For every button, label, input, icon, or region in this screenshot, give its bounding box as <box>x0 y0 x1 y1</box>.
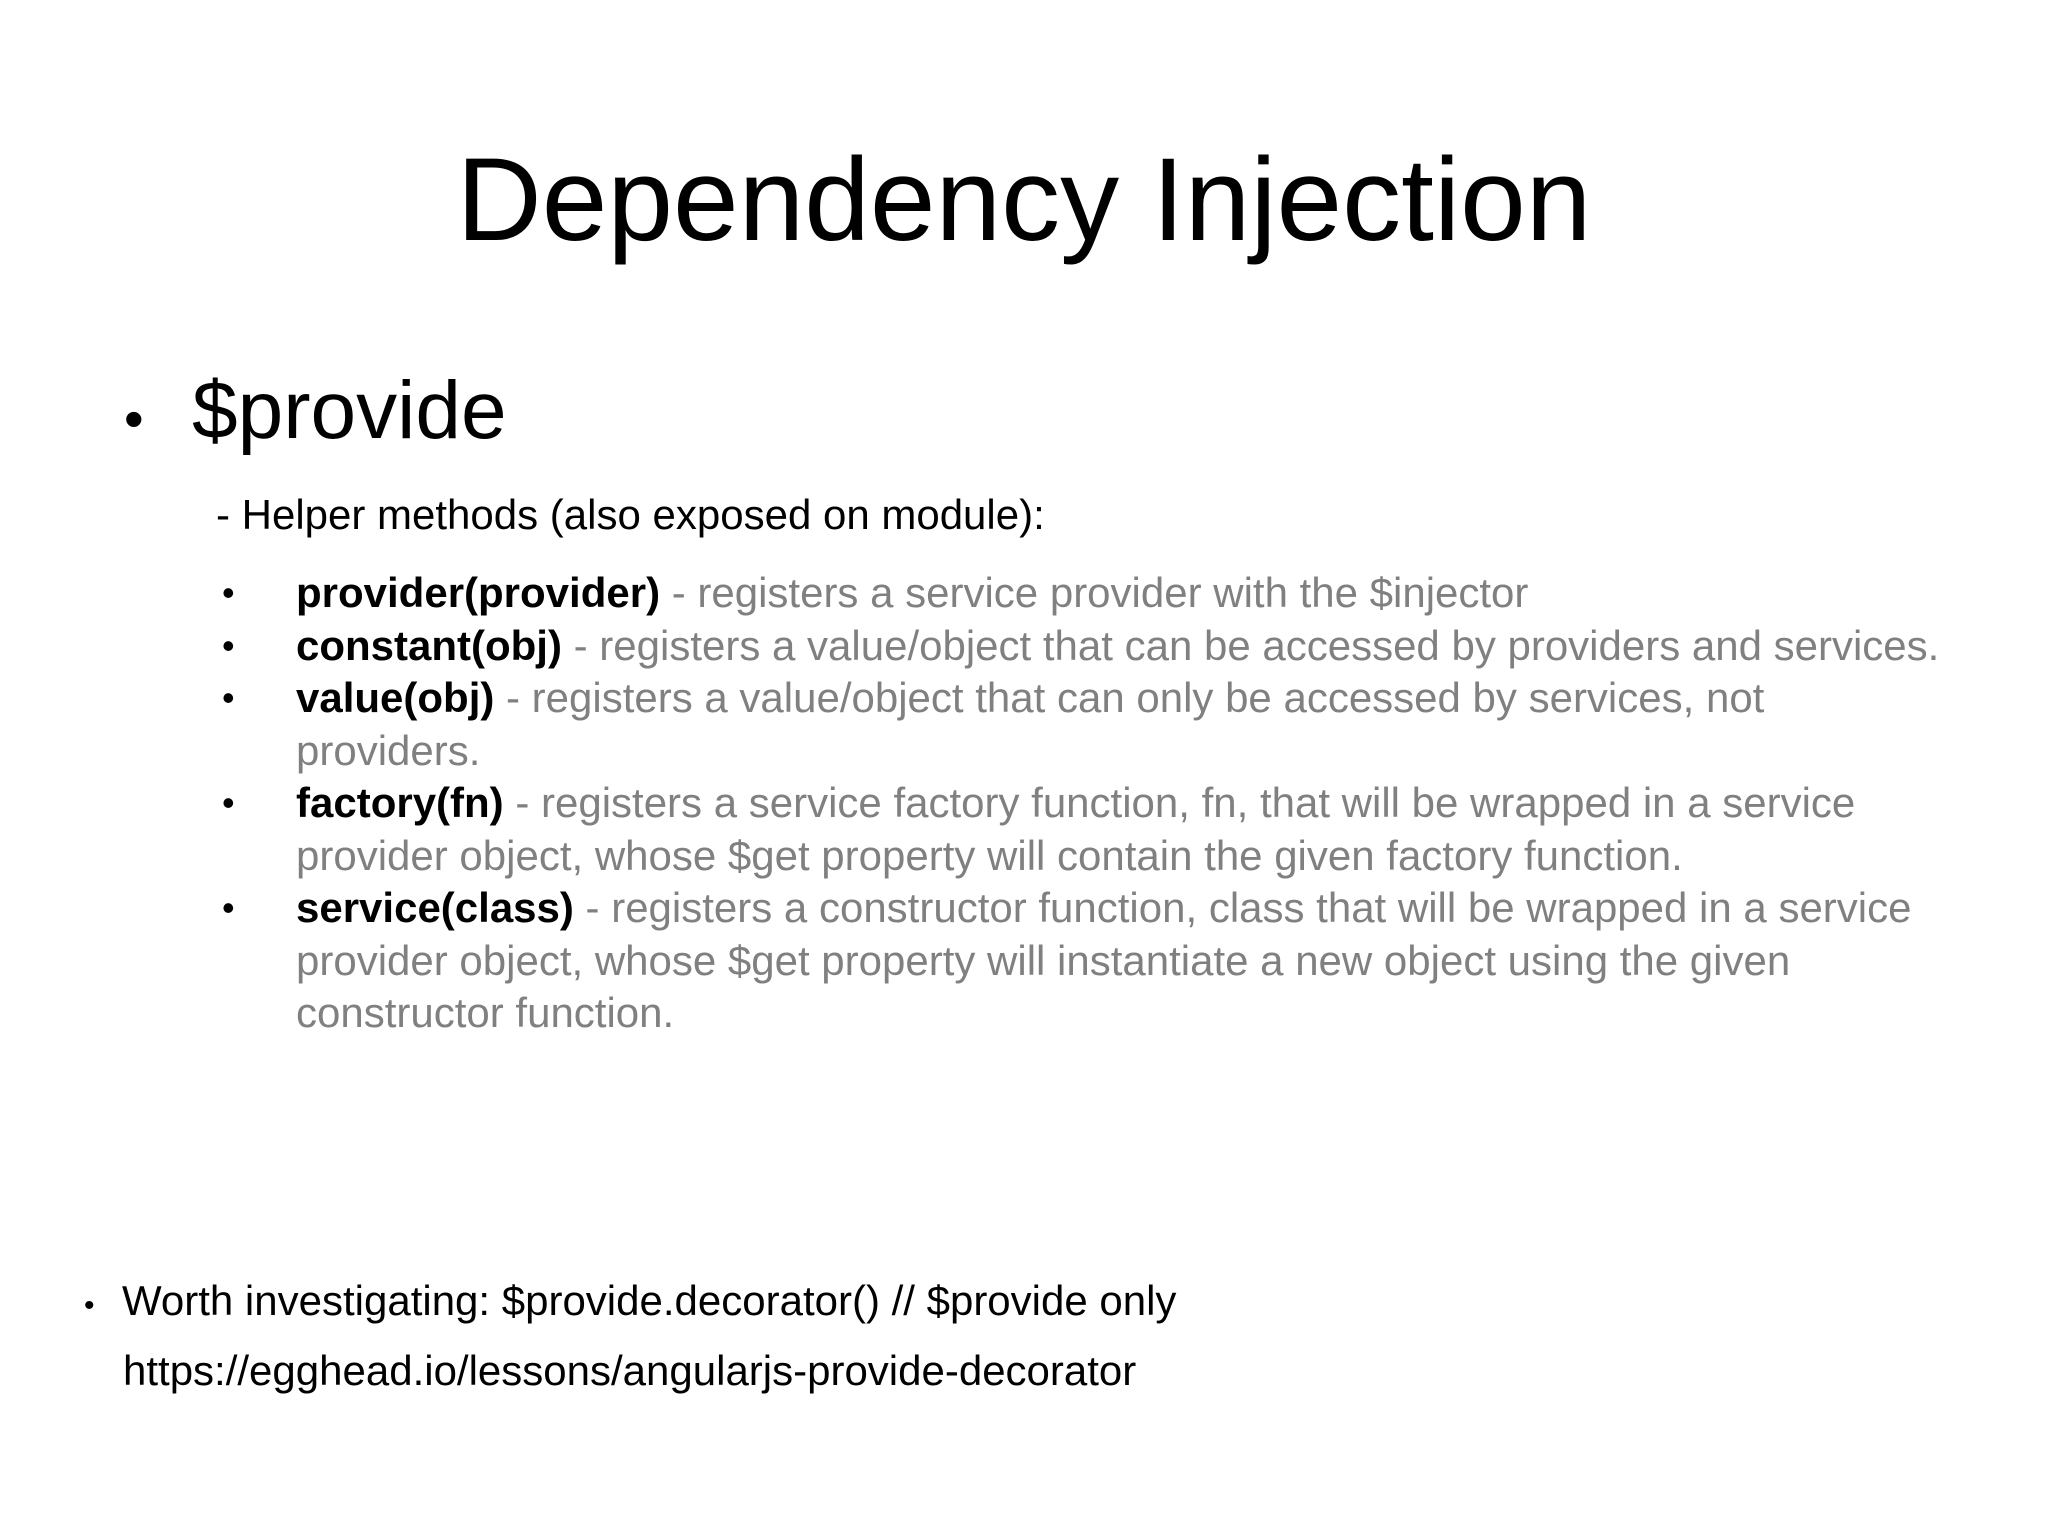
list-item <box>222 777 1942 882</box>
bullet-dot: • <box>222 572 235 613</box>
method-name: constant(obj) <box>296 621 562 669</box>
method-name: factory(fn) <box>296 779 504 826</box>
bullet-dot: • <box>124 387 144 450</box>
bullet-dot: • <box>222 782 235 823</box>
list-item <box>222 672 1942 777</box>
method-text <box>296 567 1942 620</box>
bullet-dot: • <box>84 1289 95 1322</box>
method-name: provider(provider) <box>296 569 661 616</box>
method-description: - registers a service factory function, fn, that will be wrapped in a service provider object, whose $get property will contain the given factory function. <box>296 779 1856 879</box>
list-item <box>222 620 1942 673</box>
bullet-dot: • <box>222 624 235 666</box>
method-description: - registers a value/object that can only be accessed by services, not providers. <box>296 674 1765 774</box>
method-description: - registers a value/object that can be accessed by providers and services. <box>561 621 1940 669</box>
footer-bullet-text: Worth investigating: $provide.decorator() // $provide only <box>122 1277 1177 1324</box>
bullet-dot: • <box>222 677 235 718</box>
main-bullet <box>124 363 507 467</box>
egghead-lesson-link[interactable]: https://egghead.io/lessons/angularjs-provide-decorator <box>123 1347 1137 1394</box>
method-text <box>296 620 1942 673</box>
footer-bullet <box>84 1276 1176 1331</box>
method-description: - registers a service provider with the $injector <box>660 569 1529 616</box>
main-bullet-text: $provide <box>192 365 507 456</box>
slide-title: Dependency Injection <box>456 134 1592 266</box>
method-description: - registers a constructor function, class that will be wrapped in a service provider object, whose $get property will instantiate a new object using the given constructor function. <box>296 884 1912 1036</box>
list-item <box>222 567 1942 620</box>
list-item <box>222 882 1942 1040</box>
bullet-dot: • <box>222 887 235 928</box>
method-text <box>296 882 1942 1040</box>
helper-methods-heading: - Helper methods (also exposed on module): <box>216 491 1045 538</box>
method-text <box>296 672 1942 777</box>
method-name: value(obj) <box>296 674 495 721</box>
methods-list <box>222 567 1942 1040</box>
method-text <box>296 777 1942 882</box>
method-name: service(class) <box>296 884 574 931</box>
